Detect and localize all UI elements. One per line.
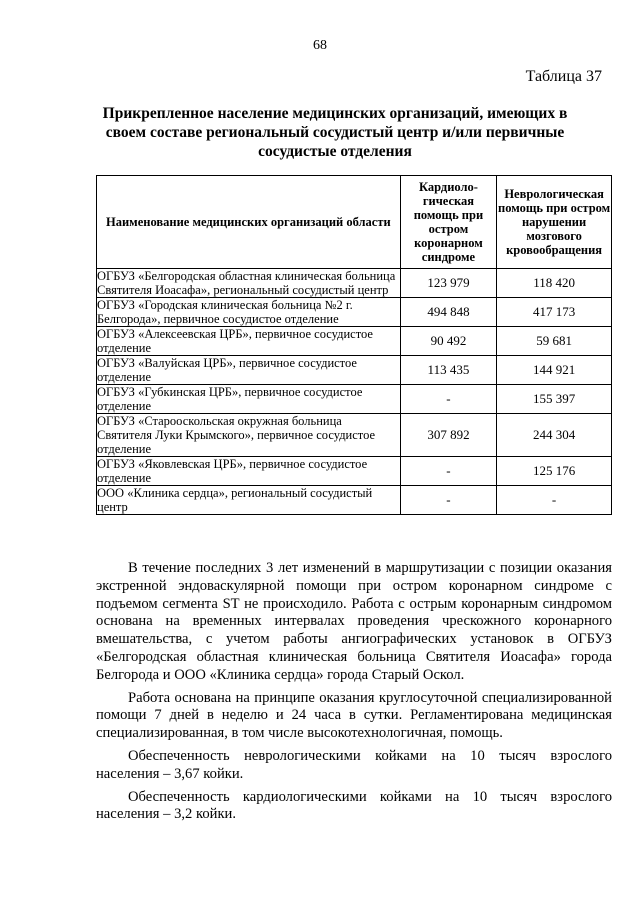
body-text [96, 560, 612, 824]
cardiology-value: 494 848 [400, 298, 496, 327]
header-organization-name: Наименование медицинских организаций области [97, 176, 401, 269]
page-number: 68 [313, 38, 327, 53]
cardiology-value: 123 979 [400, 269, 496, 298]
neurology-value: - [497, 486, 612, 515]
neurology-value: 155 397 [497, 385, 612, 414]
header-neurology: Неврологическая помощь при остром нарушении мозгового кровообращения [497, 176, 612, 269]
table-row [97, 298, 612, 327]
table-row [97, 269, 612, 298]
table-title: Прикрепленное население медицинских организаций, имеющих в своем составе региональный сосудистый центр и/или первичные сосудистые отделения [102, 105, 568, 160]
cardiology-value: 307 892 [400, 414, 496, 457]
neurology-value: 59 681 [497, 327, 612, 356]
table-row [97, 486, 612, 515]
organization-name: ОГБУЗ «Белгородская областная клиническая больница Святителя Иоасафа», региональный сосудистый центр [97, 269, 401, 298]
cardiology-value: 113 435 [400, 356, 496, 385]
organization-name: ОГБУЗ «Губкинская ЦРБ», первичное сосудистое отделение [97, 385, 401, 414]
organization-name: ОГБУЗ «Яковлевская ЦРБ», первичное сосудистое отделение [97, 457, 401, 486]
paragraph: В течение последних 3 лет изменений в маршрутизации с позиции оказания экстренной эндоваскулярной помощи при остром коронарном синдроме с подъемом сегмента ST не происходило. Работа с острым коронарным синдромом основана на временных интервалах проведения чрескожного коронарного вмешательства, с учетом работы ангиографических установок в ОГБУЗ «Белгородская областная клиническая больница Святителя Иоасафа» города Белгорода и ООО «Клиника сердца» города Старый Оскол. [96, 560, 612, 683]
organization-name: ОГБУЗ «Алексеевская ЦРБ», первичное сосудистое отделение [97, 327, 401, 356]
table-label: Таблица 37 [525, 68, 602, 85]
table-row [97, 457, 612, 486]
cardiology-value: - [400, 385, 496, 414]
neurology-value: 144 921 [497, 356, 612, 385]
cardiology-value: - [400, 457, 496, 486]
table-row [97, 414, 612, 457]
table-row [97, 385, 612, 414]
organizations-table [96, 175, 612, 515]
paragraph: Работа основана на принципе оказания круглосуточной специализированной помощи 7 дней в неделю и 24 часа в сутки. Регламентирована медицинская специализированная, в том числе высокотехнологичная, помощь. [96, 689, 612, 742]
neurology-value: 125 176 [497, 457, 612, 486]
paragraph: Обеспеченность кардиологическими койками на 10 тысяч взрослого населения – 3,2 койки. [96, 788, 612, 823]
organization-name: ОГБУЗ «Старооскольская окружная больница Святителя Луки Крымского», первичное сосудистое отделение [97, 414, 401, 457]
neurology-value: 118 420 [497, 269, 612, 298]
table-row [97, 327, 612, 356]
table-header-row [97, 176, 612, 269]
organization-name: ООО «Клиника сердца», региональный сосудистый центр [97, 486, 401, 515]
cardiology-value: 90 492 [400, 327, 496, 356]
table-row [97, 356, 612, 385]
neurology-value: 244 304 [497, 414, 612, 457]
organization-name: ОГБУЗ «Валуйская ЦРБ», первичное сосудистое отделение [97, 356, 401, 385]
neurology-value: 417 173 [497, 298, 612, 327]
organization-name: ОГБУЗ «Городская клиническая больница №2 г. Белгорода», первичное сосудистое отделение [97, 298, 401, 327]
header-cardiology: Кардиоло-гическая помощь при остром коронарном синдроме [400, 176, 496, 269]
paragraph: Обеспеченность неврологическими койками на 10 тысяч взрослого населения – 3,67 койки. [96, 747, 612, 782]
cardiology-value: - [400, 486, 496, 515]
